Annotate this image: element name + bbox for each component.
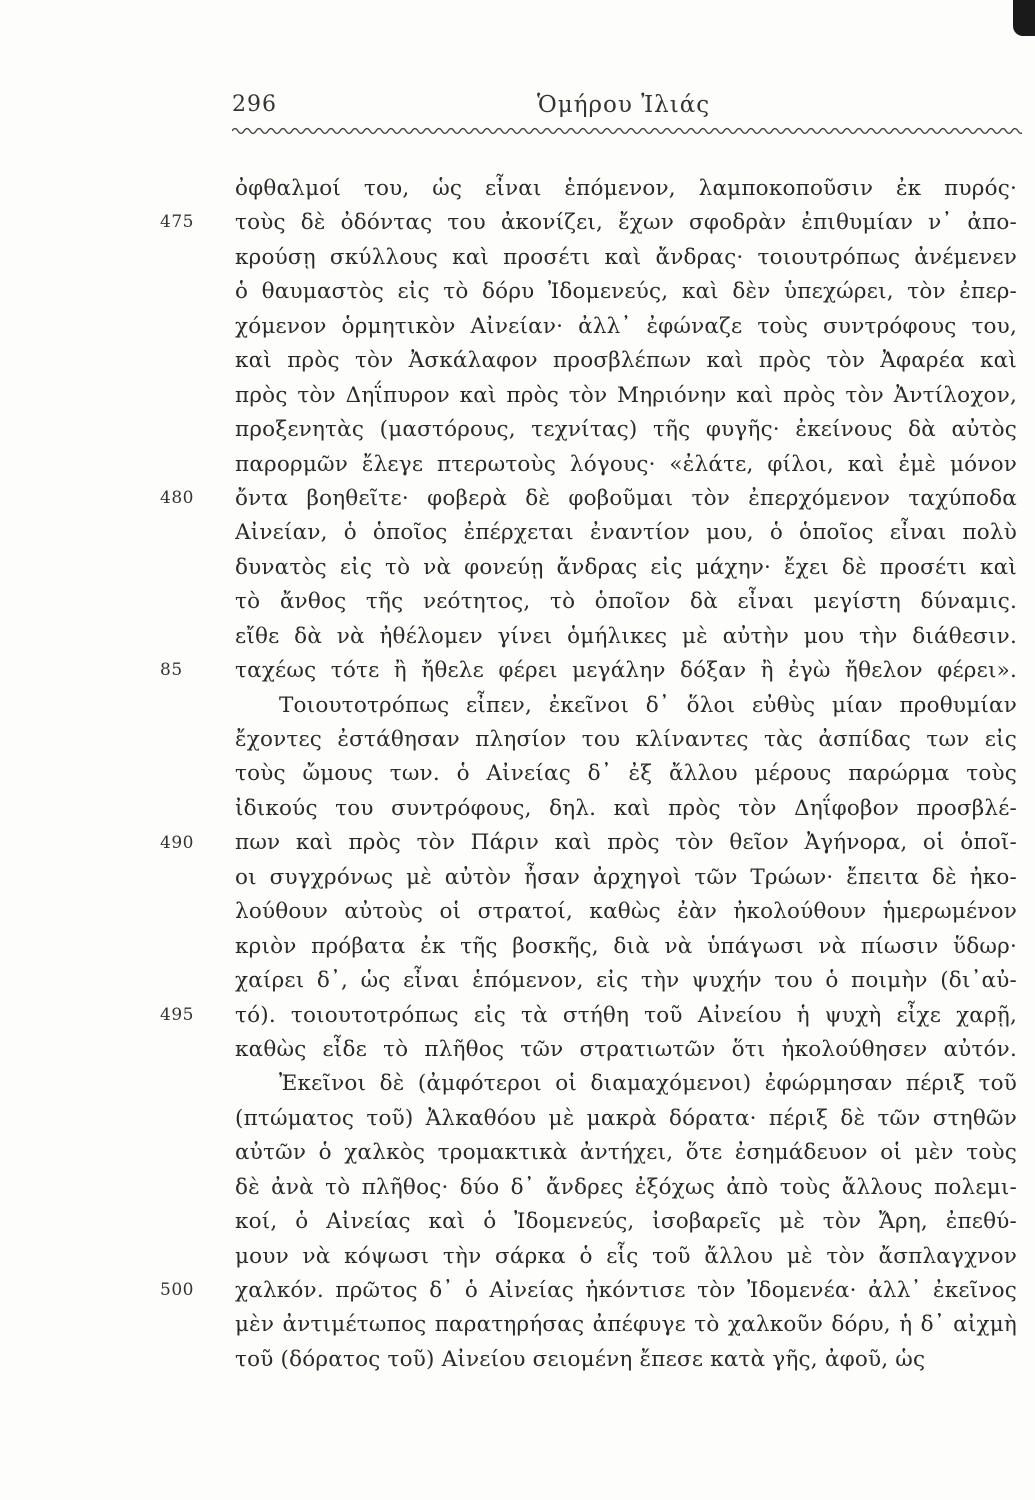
text-line: μουν νὰ κόψωσι τὴν σάρκα ὁ εἷς τοῦ ἄλλου μὲ τὸν ἄσπλαγχνον xyxy=(235,1243,1017,1269)
text-line: δὲ ἀνὰ τὸ πλῆθος· δύο δ᾽ ἄνδρες ἐξόχως ἀπὸ τοὺς ἄλλους πολεμι- xyxy=(235,1174,1017,1200)
running-title: Ὁμήρου Ἰλιάς xyxy=(537,92,711,118)
text-line: κρούσῃ σκύλλους καὶ προσέτι καὶ ἄνδρας· τοιουτρόπως ἀνέμενεν xyxy=(235,244,1017,270)
text-line: (πτώματος τοῦ) Ἀλκαθόου μὲ μακρὰ δόρατα· πέριξ δὲ τῶν στηθῶν xyxy=(235,1105,1017,1131)
verse-line-number: 500 xyxy=(160,1280,194,1301)
text-line: εἴθε δὰ νὰ ἠθέλομεν γίνει ὁμήλικες μὲ αὐτὴν μου τὴν διάθεσιν. xyxy=(235,623,1017,649)
verse-line-number: 495 xyxy=(160,1004,194,1025)
text-line: οι συγχρόνως μὲ αὐτὸν ἦσαν ἀρχηγοὶ τῶν Τρώων· ἔπειτα δὲ ἠκο- xyxy=(235,864,1017,890)
text-line: ὁ θαυμαστὸς εἰς τὸ δόρυ Ἰδομενεύς, καὶ δὲν ὑπεχώρει, τὸν ἐπερ- xyxy=(235,279,1017,305)
text-line: τοὺς δὲ ὀδόντας του ἀκονίζει, ἔχων σφοδρὰν ἐπιθυμίαν ν᾽ ἀπο- xyxy=(235,210,1017,236)
wavy-header-rule xyxy=(232,126,1022,136)
verse-line-number: 490 xyxy=(160,832,194,853)
text-line: καθὼς εἶδε τὸ πλῆθος τῶν στρατιωτῶν ὅτι ἠκολούθησεν αὐτόν. xyxy=(235,1036,1017,1062)
text-line: Τοιουτοτρόπως εἶπεν, ἐκεῖνοι δ᾽ ὅλοι εὐθὺς μίαν προθυμίαν xyxy=(279,692,1017,718)
verse-line-number: 475 xyxy=(160,212,194,233)
text-line: τοὺς ὤμους των. ὁ Αἰνείας δ᾽ ἐξ ἄλλου μέρους παρώρμα τοὺς xyxy=(235,761,1017,787)
verse-line-number: 480 xyxy=(160,488,194,509)
text-line: πρὸς τὸν Δηΐπυρον καὶ πρὸς τὸν Μηριόνην καὶ πρὸς τὸν Ἀντίλοχον, xyxy=(235,382,1017,408)
text-line: ἰδικούς του συντρόφους, δηλ. καὶ πρὸς τὸν Δηΐφοβον προσβλέ- xyxy=(235,795,1017,821)
verse-line-number: 85 xyxy=(160,660,183,681)
text-line: τοῦ (δόρατος τοῦ) Αἰνείου σειομένη ἔπεσε κατὰ γῆς, ἀφοῦ, ὡς xyxy=(235,1346,926,1372)
text-line: χόμενον ὁρμητικὸν Αἰνείαν· ἀλλ᾽ ἐφώναζε τοὺς συντρόφους του, xyxy=(235,313,1017,339)
text-line: Αἰνείαν, ὁ ὁποῖος ἐπέρχεται ἐναντίον μου, ὁ ὁποῖος εἶναι πολὺ xyxy=(235,520,1017,546)
text-line: κριὸν πρόβατα ἐκ τῆς βοσκῆς, διὰ νὰ ὑπάγωσι νὰ πίωσιν ὕδωρ· xyxy=(235,933,1017,959)
text-line: δυνατὸς εἰς τὸ νὰ φονεύῃ ἄνδρας εἰς μάχην· ἔχει δὲ προσέτι καὶ xyxy=(235,554,1017,580)
text-line: μὲν ἀντιμέτωπος παρατηρήσας ἀπέφυγε τὸ χαλκοῦν δόρυ, ἡ δ᾽ αἰχμὴ xyxy=(235,1312,1017,1338)
page-number: 296 xyxy=(232,92,277,117)
scan-corner-mark xyxy=(1013,0,1035,36)
text-line: προξενητὰς (μαστόρους, τεχνίτας) τῆς φυγῆς· ἐκείνους δὰ αὐτὸς xyxy=(235,417,1017,443)
text-line: κοί, ὁ Αἰνείας καὶ ὁ Ἰδομενεύς, ἰσοβαρεῖς μὲ τὸν Ἄρη, ἐπεθύ- xyxy=(235,1209,1017,1235)
text-line: ἔχοντες ἐστάθησαν πλησίον του κλίναντες τὰς ἀσπίδας των εἰς xyxy=(235,727,1017,752)
text-line: πων καὶ πρὸς τὸν Πάριν καὶ πρὸς τὸν θεῖον Ἀγήνορα, οἱ ὁποῖ- xyxy=(235,830,1017,856)
text-line: αὐτῶν ὁ χαλκὸς τρομακτικὰ ἀντήχει, ὅτε ἐσημάδευον οἱ μὲν τοὺς xyxy=(235,1140,1017,1166)
text-line: τό). τοιουτοτρόπως εἰς τὰ στήθη τοῦ Αἰνείου ἡ ψυχὴ εἶχε χαρῇ, xyxy=(235,1002,1017,1028)
text-line: λούθουν αὐτοὺς οἱ στρατοί, καθὼς ἐὰν ἠκολούθουν ἡμερωμένον xyxy=(235,899,1017,925)
text-line: ὄντα βοηθεῖτε· φοβερὰ δὲ φοβοῦμαι τὸν ἐπερχόμενον ταχύποδα xyxy=(235,485,1017,511)
text-line: ταχέως τότε ἢ ἤθελε φέρει μεγάλην δόξαν ἢ ἐγὼ ἤθελον φέρει». xyxy=(235,658,1017,684)
text-line: τὸ ἄνθος τῆς νεότητος, τὸ ὁποῖον δὰ εἶναι μεγίστη δύναμις. xyxy=(235,589,1017,615)
text-line: χαίρει δ᾽, ὡς εἶναι ἑπόμενον, εἰς τὴν ψυχήν του ὁ ποιμὴν (δι᾽αὐ- xyxy=(235,968,1017,994)
text-line: Ἐκεῖνοι δὲ (ἀμφότεροι οἱ διαμαχόμενοι) ἐφώρμησαν πέριξ τοῦ xyxy=(279,1071,1017,1097)
text-line: ὀφθαλμοί του, ὡς εἶναι ἑπόμενον, λαμποκοποῦσιν ἐκ πυρός· xyxy=(235,176,1017,201)
text-line: παρορμῶν ἔλεγε πτερωτοὺς λόγους· «ἐλάτε, φίλοι, καὶ ἐμὲ μόνον xyxy=(235,451,1017,477)
text-line: καὶ πρὸς τὸν Ἀσκάλαφον προσβλέπων καὶ πρὸς τὸν Ἀφαρέα καὶ xyxy=(235,348,1017,374)
page-header xyxy=(232,92,1022,122)
page-body-text xyxy=(235,172,1017,1377)
text-line: χαλκόν. πρῶτος δ᾽ ὁ Αἰνείας ἠκόντισε τὸν Ἰδομενέα· ἀλλ᾽ ἐκεῖνος xyxy=(235,1278,1017,1303)
